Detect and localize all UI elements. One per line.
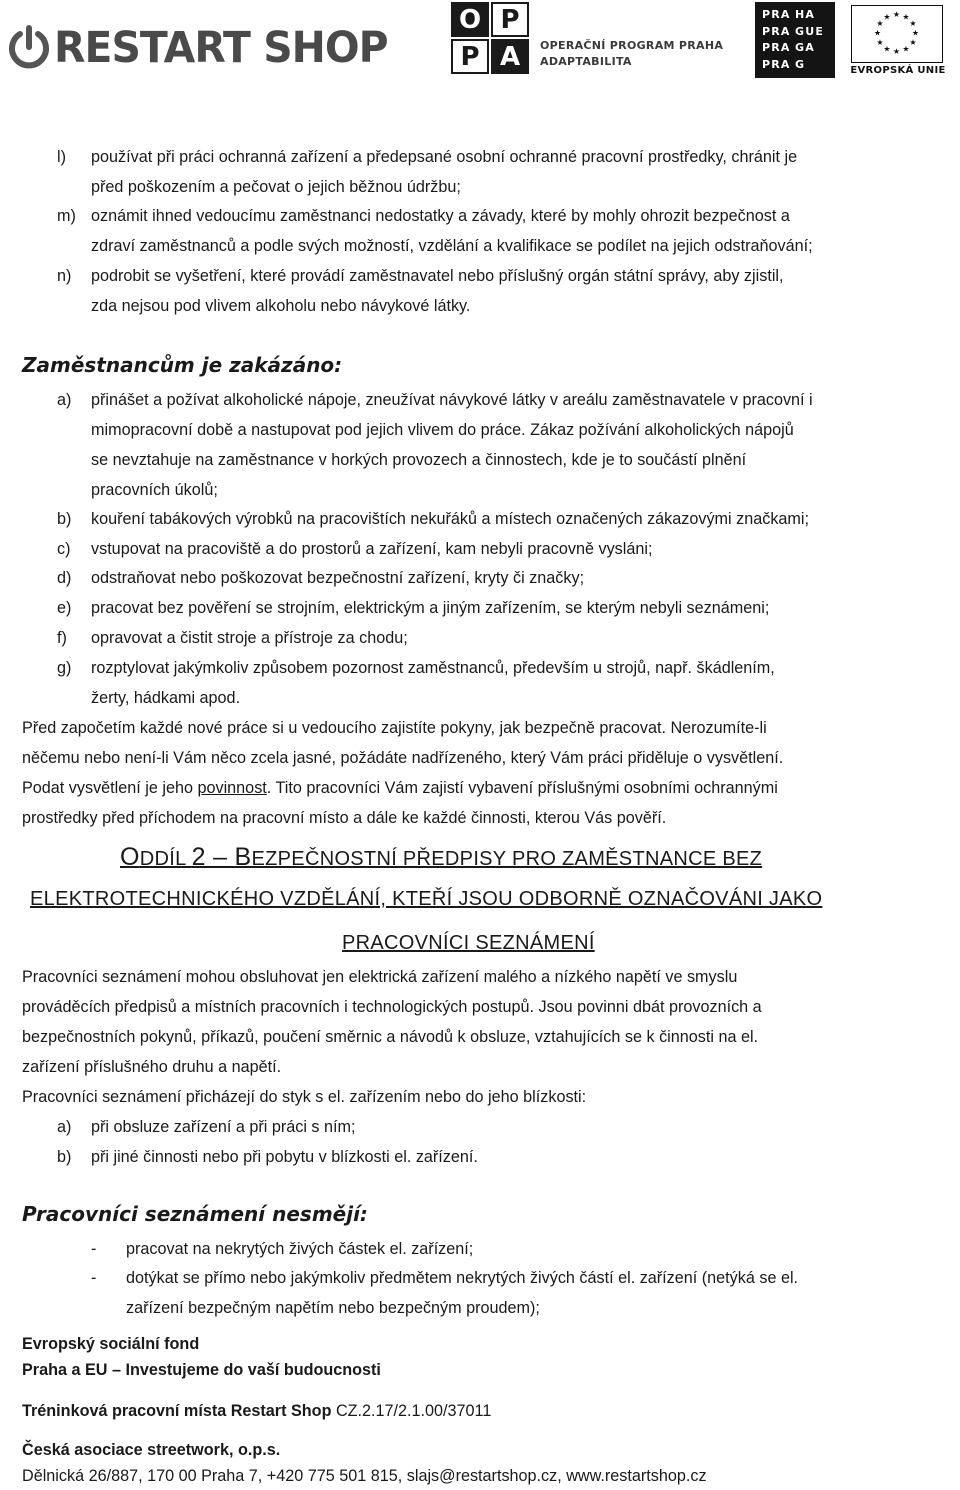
list-label: -: [91, 1269, 97, 1287]
section-heading-line: PRACOVNÍCI SEZNÁMENÍ: [342, 932, 595, 954]
footer-line: Evropský sociální fond: [22, 1335, 200, 1353]
opp-line: OPERAČNÍ PROGRAM PRAHA: [540, 39, 724, 52]
section-heading-line: [120, 843, 762, 872]
list-item-line: pracovních úkolů;: [91, 481, 218, 499]
section-heading-line: ELEKTROTECHNICKÉHO VZDĚLÁNÍ, KTEŘÍ JSOU ODBORNĚ OZNAČOVÁNI JAKO: [30, 888, 823, 910]
underlined-text: povinnost: [197, 779, 267, 797]
praha-logo: [755, 2, 835, 78]
praha-cell: GUE: [795, 24, 825, 38]
eu-label: EVROPSKÁ UNIE: [850, 65, 946, 76]
footer-line: Praha a EU – Investujeme do vaší budoucnosti: [22, 1361, 381, 1379]
paragraph-line: Pracovníci seznámení přicházejí do styk s el. zařízením nebo do jeho blízkosti:: [22, 1088, 587, 1106]
list-item-line: žerty, hádkami apod.: [91, 689, 241, 707]
list-item-line: odstraňovat nebo poškozovat bezpečnostní zařízení, kryty či značky;: [91, 569, 585, 587]
list-label: g): [57, 659, 72, 677]
svg-text:★: ★: [883, 44, 891, 54]
heading-run: DDÍL: [139, 848, 192, 870]
project-number: CZ.2.17/2.1.00/37011: [335, 1402, 492, 1420]
footer-contact: Dělnická 26/887, 170 00 Praha 7, +420 775 501 815, slajs@restartshop.cz, www.restartshop.cz: [22, 1467, 707, 1485]
list-item-line: používat při práci ochranná zařízení a předepsané osobní ochranné pracovní prostředky, chránit je: [91, 148, 798, 166]
svg-text:★: ★: [892, 47, 901, 56]
svg-text:★: ★: [876, 38, 884, 47]
paragraph-line: něčemu nebo není-li Vám něco zcela jasné, požádáte nadřízeného, který Vám práci přiděluje o vysvětlení.: [22, 749, 784, 767]
restart-shop-wordmark: RESTART SHOP: [54, 22, 388, 73]
paragraph-line: Pracovníci seznámení mohou obsluhovat jen elektrická zařízení malého a nízkého napětí ve smyslu: [22, 968, 738, 986]
list-label: d): [57, 569, 72, 587]
list-label: e): [57, 599, 72, 617]
restart-shop-logo: [6, 22, 405, 74]
svg-text:★: ★: [909, 38, 917, 47]
list-label: f): [57, 629, 67, 647]
list-label: b): [57, 510, 72, 528]
praha-cell: PRA: [762, 41, 791, 54]
list-label: b): [57, 1148, 72, 1166]
praha-cell: PRA: [762, 24, 791, 38]
eu-logo: [848, 2, 948, 80]
list-label: l): [57, 148, 66, 166]
svg-text:★: ★: [902, 44, 910, 54]
text-run: . Tito pracovníci Vám zajistí vybavení příslušnými osobními ochrannými: [266, 779, 778, 797]
power-icon: [6, 25, 52, 71]
list-item-line: rozptylovat jakýmkoliv způsobem pozornost zaměstnanců, především u strojů, např. škádlením,: [91, 659, 775, 677]
paragraph-line: Před započetím každé nové práce si u vedoucího zajistíte pokyny, jak bezpečně pracovat. Nerozumíte-li: [22, 719, 767, 737]
svg-text:★: ★: [909, 19, 917, 28]
list-item-line: kouření tabákových výrobků na pracovištích nekuřáků a místech označených zákazovými značkami;: [91, 510, 809, 528]
praha-cell: PRA: [762, 57, 791, 71]
opp-line: ADAPTABILITA: [540, 55, 632, 68]
list-label: a): [57, 391, 72, 409]
list-item-line: zařízení bezpečným napětím nebo bezpečným proudem);: [126, 1299, 540, 1317]
heading-run: 2 – B: [191, 843, 252, 871]
list-item-line: pracovat na nekrytých živých částek el. zařízení;: [126, 1240, 474, 1258]
svg-text:★: ★: [892, 10, 901, 19]
list-item-line: se nevztahuje na zaměstnance v horkých provozech a činnostech, kde je to součástí plnění: [91, 451, 747, 469]
opp-letter: P: [451, 39, 489, 74]
footer-line: Česká asociace streetwork, o.p.s.: [22, 1441, 281, 1459]
paragraph-line: zařízení příslušného druhu a napětí.: [22, 1058, 282, 1076]
prohibited-heading: Zaměstnancům je zakázáno:: [22, 353, 343, 377]
footer-line: [22, 1401, 491, 1421]
svg-text:★: ★: [873, 28, 882, 38]
forbidden-heading: Pracovníci seznámení nesmějí:: [22, 1202, 368, 1226]
list-item-line: oznámit ihned vedoucímu zaměstnanci nedostatky a závady, které by mohly ohrozit bezpečnost a: [91, 207, 790, 225]
list-label: a): [57, 1118, 72, 1136]
paragraph-line: [22, 778, 778, 798]
list-item-line: při jiné činnosti nebo při pobytu v blízkosti el. zařízení.: [91, 1148, 478, 1166]
praha-cell: PRA: [762, 8, 791, 21]
paragraph-line: bezpečnostních pokynů, příkazů, poučení směrnic a návodů k obsluze, vztahujících se k činnosti na el.: [22, 1028, 759, 1046]
svg-text:★: ★: [911, 28, 920, 38]
list-item-line: při obsluze zařízení a při práci s ním;: [91, 1118, 356, 1136]
list-label: m): [57, 207, 76, 225]
list-item-line: zdraví zaměstnanců a podle svých možností, vzdělání a kvalifikace se podílet na jejich odstraňování;: [91, 237, 813, 255]
heading-run: O: [120, 843, 140, 871]
praha-cell: HA: [795, 8, 816, 21]
opp-letter: A: [491, 39, 529, 74]
text-run: Podat vysvětlení je jeho: [22, 779, 198, 797]
paragraph-line: prováděcích předpisů a místních pracovních i technologických postupů. Jsou povinni dbát provozních a: [22, 998, 762, 1016]
praha-cell: GA: [795, 41, 815, 54]
list-item-line: pracovat bez pověření se strojním, elektrickým a jiným zařízením, se kterým nebyli seznámeni;: [91, 599, 770, 617]
list-label: n): [57, 267, 72, 285]
list-item-line: dotýkat se přímo nebo jakýmkoliv předmětem nekrytých živých částí el. zařízení (netýká se el.: [126, 1269, 799, 1287]
list-item-line: podrobit se vyšetření, které provádí zaměstnavatel nebo příslušný orgán státní správy, aby zjistil,: [91, 267, 784, 285]
opp-logo: [451, 2, 531, 76]
eu-flag-icon: [851, 5, 943, 63]
opp-letter: P: [491, 2, 529, 37]
svg-text:★: ★: [902, 12, 910, 22]
list-item-line: opravovat a čistit stroje a přístroje za chodu;: [91, 629, 408, 647]
footer-run: Tréninková pracovní místa Restart Shop: [22, 1402, 336, 1420]
list-item-line: přinášet a požívat alkoholické nápoje, zneužívat návykové látky v areálu zaměstnavatele v pracovní i: [91, 391, 813, 409]
page-header: [0, 0, 960, 90]
list-item-line: vstupovat na pracoviště a do prostorů a zařízení, kam nebyli pracovně vysláni;: [91, 540, 653, 558]
list-item-line: mimopracovní době a nastupovat pod jejich vlivem do práce. Zákaz požívání alkoholických nápojů: [91, 421, 794, 439]
list-label: -: [91, 1240, 97, 1258]
heading-run: EZPEČNOSTNÍ PŘEDPISY PRO ZAMĚSTNANCE BEZ: [251, 848, 763, 870]
svg-text:★: ★: [883, 12, 891, 22]
svg-text:★: ★: [876, 19, 884, 28]
opp-letter: O: [451, 2, 489, 37]
list-label: c): [57, 540, 71, 558]
paragraph-line: prostředky před příchodem na pracovní místo a dále ke každé činnosti, kterou Vás pověří.: [22, 809, 667, 827]
opp-program-name: [540, 38, 723, 70]
praha-cell: G: [795, 57, 806, 71]
list-item-line: před poškozením a pečovat o jejich běžnou údržbu;: [91, 178, 461, 196]
list-item-line: zda nejsou pod vlivem alkoholu nebo návykové látky.: [91, 297, 471, 315]
